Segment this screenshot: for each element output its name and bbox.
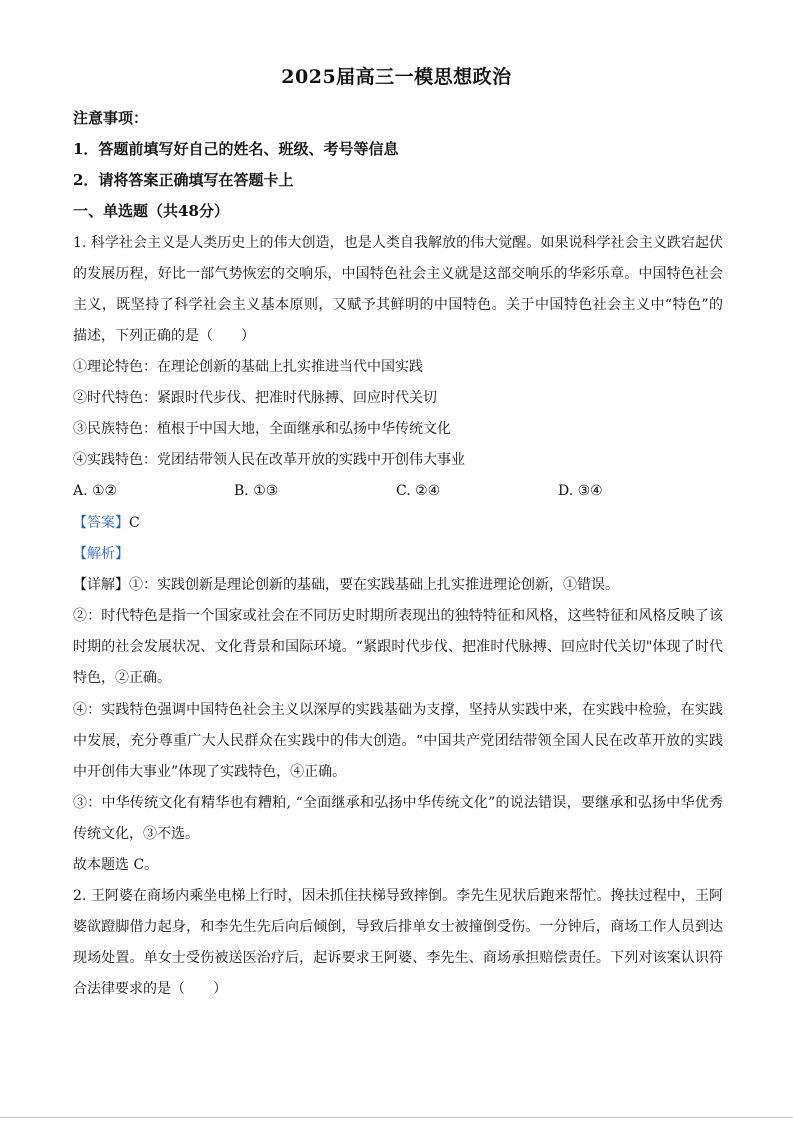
answer-line bbox=[73, 513, 723, 533]
q1-stem-line: 的发展历程，好比一部气势恢宏的交响乐，中国特色社会主义就是这部交响乐的华彩乐章。中国特色社会 bbox=[73, 266, 723, 282]
notice-item: 1．答题前填写好自己的姓名、班级、考号等信息 bbox=[73, 140, 399, 158]
detail-line: ③：中华传统文化有精华也有糟粕, “全面继承和弘扬中华传统文化”的说法错误，要继承和弘扬中华优秀 bbox=[73, 795, 723, 811]
q2-stem-line: 现场处置。单女士受伤被送医治疗后，起诉要求王阿婆、李先生、商场承担赔偿责任。下列对该案认识符 bbox=[73, 950, 723, 966]
q2-stem-line: 婆欲蹬脚借力起身，和李先生先后向后倾倒，导致后排单女士被撞倒受伤。一分钟后，商场工作人员到达 bbox=[73, 919, 723, 935]
q1-option-a: A. ①② bbox=[73, 483, 118, 499]
detail-line: 特色，②正确。 bbox=[73, 670, 171, 686]
section-heading: 一、单选题（共48分） bbox=[73, 202, 229, 220]
page-bottom-divider bbox=[0, 1117, 793, 1118]
answer-value: C bbox=[129, 515, 140, 531]
q1-statement: ③民族特色：植根于中国大地，全面继承和弘扬中华传统文化 bbox=[73, 421, 451, 437]
q1-option-c: C. ②④ bbox=[396, 483, 441, 499]
q1-statement: ①理论特色：在理论创新的基础上扎实推进当代中国实践 bbox=[73, 359, 423, 375]
analysis-tag: 【解析】 bbox=[73, 546, 129, 562]
q1-option-b: B. ①③ bbox=[234, 483, 279, 499]
page-title: 2025届高三一模思想政治 bbox=[281, 66, 512, 88]
notice-item: 2．请将答案正确填写在答题卡上 bbox=[73, 171, 294, 189]
q1-statement: ②时代特色：紧跟时代步伐、把准时代脉搏、回应时代关切 bbox=[73, 390, 437, 406]
q1-stem-line: 描述，下列正确的是（ ） bbox=[73, 328, 255, 344]
detail-line: 时期的社会发展状况、文化背景和国际环境。“紧跟时代步伐、把准时代脉搏、回应时代关切"体现了时代 bbox=[73, 639, 723, 655]
q2-stem-line: 合法律要求的是（ ） bbox=[73, 981, 227, 997]
detail-line: ④：实践特色强调中国特色社会主义以深厚的实践基础为支撑，坚持从实践中来，在实践中检验，在实践 bbox=[73, 702, 723, 718]
detail-line bbox=[73, 575, 723, 595]
q1-stem-line: 1. 科学社会主义是人类历史上的伟大创造，也是人类自我解放的伟大觉醒。如果说科学社会主义跌宕起伏 bbox=[73, 235, 723, 251]
q1-option-d: D. ③④ bbox=[558, 483, 603, 499]
notice-heading: 注意事项： bbox=[73, 109, 149, 127]
q1-stem-line: 主义，既坚持了科学社会主义基本原则，又赋予其鲜明的中国特色。关于中国特色社会主义中“特色”的 bbox=[73, 297, 723, 313]
detail-text: ①：实践创新是理论创新的基础，要在实践基础上扎实推进理论创新，①错误。 bbox=[129, 577, 619, 593]
answer-tag: 【答案】 bbox=[73, 515, 129, 531]
detail-tag: 【详解】 bbox=[73, 577, 129, 593]
detail-line: 传统文化，③不选。 bbox=[73, 826, 199, 842]
detail-line: 故本题选 C。 bbox=[73, 857, 159, 873]
q1-statement: ④实践特色：党团结带领人民在改革开放的实践中开创伟大事业 bbox=[73, 452, 465, 468]
q2-stem-line: 2. 王阿婆在商场内乘坐电梯上行时，因未抓住扶梯导致摔倒。李先生见状后跑来帮忙。搀扶过程中，王阿 bbox=[73, 888, 723, 904]
detail-line: 中开创伟大事业”体现了实践特色，④正确。 bbox=[73, 764, 347, 780]
detail-line: 中发展，充分尊重广大人民群众在实践中的伟大创造。“中国共产党团结带领全国人民在改革开放的实践 bbox=[73, 733, 723, 749]
detail-line: ②：时代特色是指一个国家或社会在不同历史时期所表现出的独特特征和风格，这些特征和风格反映了该 bbox=[73, 608, 723, 624]
